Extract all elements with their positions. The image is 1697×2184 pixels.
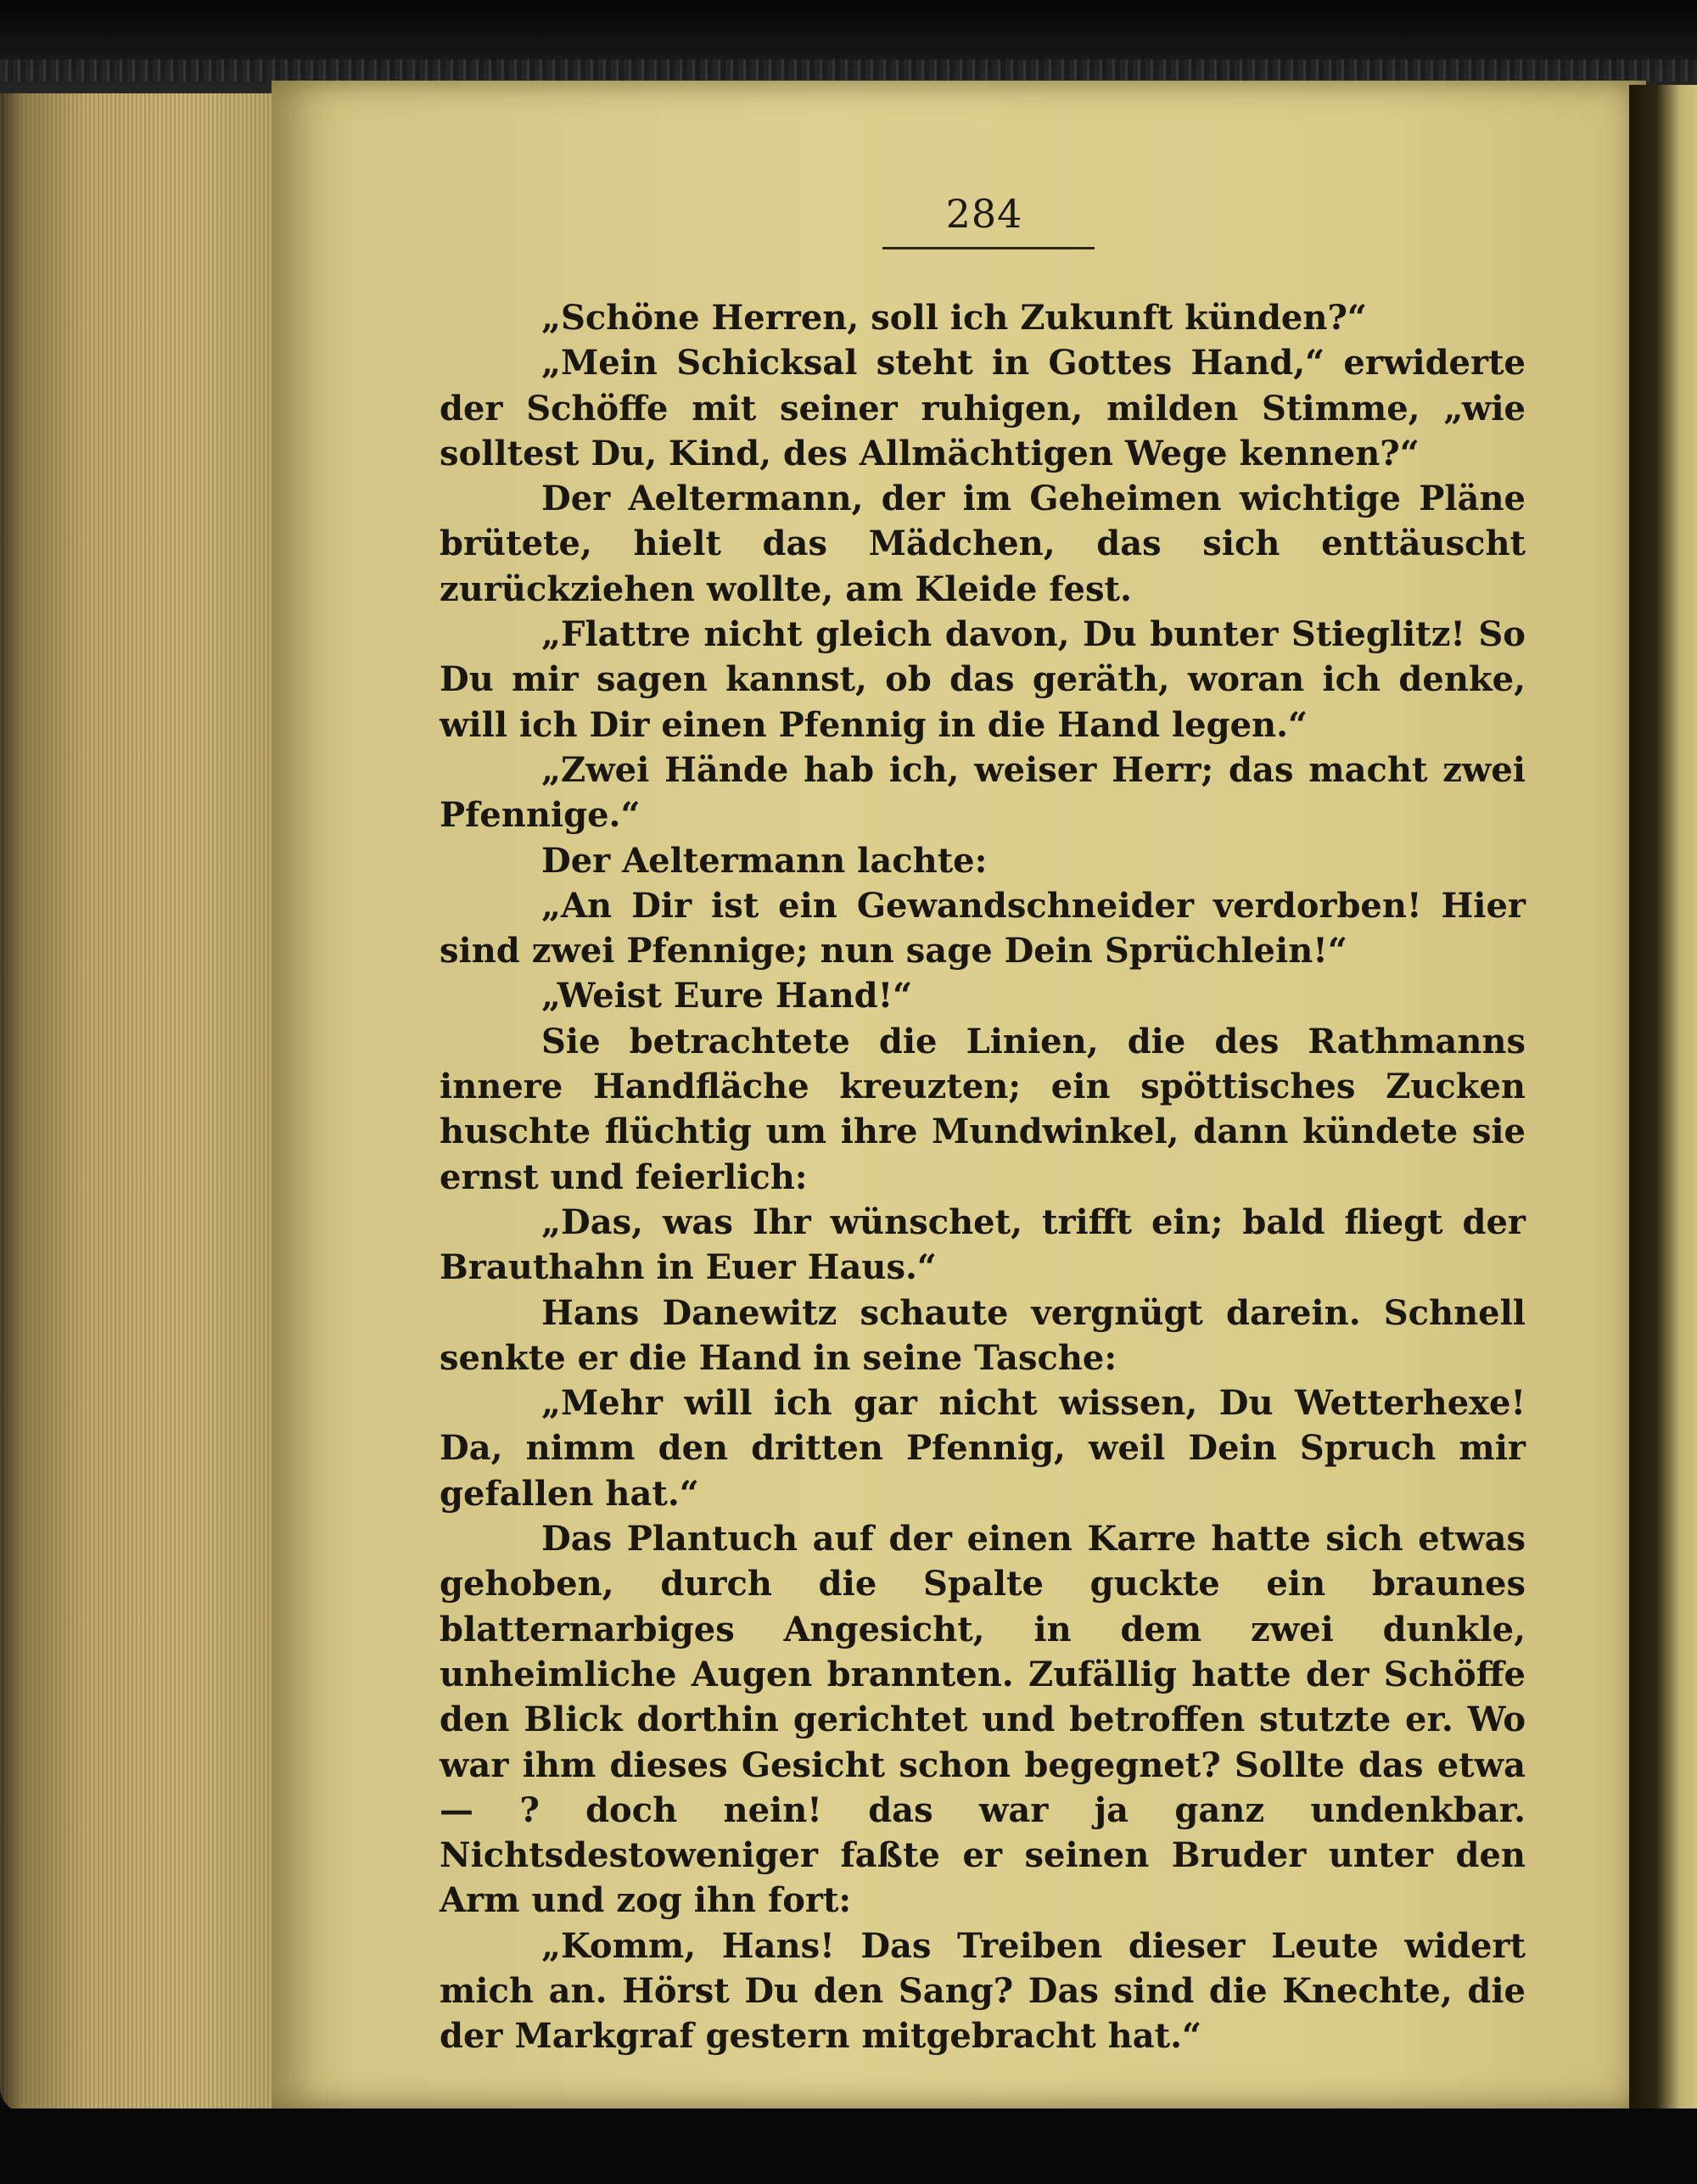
bottom-shadow [0, 2108, 1697, 2184]
page-number-rule [882, 247, 1095, 249]
paragraph: Hans Danewitz schaute vergnügt darein. Schnell senkte er die Hand in seine Tasche: [440, 1292, 1526, 1378]
page-number: 284 [945, 191, 1023, 237]
paragraph: Der Aeltermann lachte: [541, 840, 988, 881]
page-text [440, 295, 1526, 2059]
paragraph: Das Plantuch auf der einen Karre hatte sich etwas gehoben, durch die Spalte guckte ein braunes blatternarbiges Angesicht, in dem zwei dunkle, unheimliche Augen brannten. Zufällig hatte der Schöffe den Blick dorthin gerichtet und betroffen stutzte er. Wo war ihm dieses Gesicht schon begegnet? Sollte das etwa — ? doch nein! das war ja ganz undenkbar. Nichtsdestoweniger faßte er seinen Bruder unter den Arm und zog ihn fort: [440, 1519, 1526, 1921]
paragraph: „Mehr will ich gar nicht wissen, Du Wetterhexe! Da, nimm den dritten Pfennig, weil Dein Spruch mir gefallen hat.“ [440, 1383, 1526, 1514]
paragraph: „Flattre nicht gleich davon, Du bunter Stieglitz! So Du mir sagen kannst, ob das geräth, woran ich denke, will ich Dir einen Pfennig in die Hand legen.“ [440, 614, 1526, 745]
paragraph: „An Dir ist ein Gewandschneider verdorben! Hier sind zwei Pfennige; nun sage Dein Sprüchlein!“ [440, 885, 1526, 972]
paragraph: Der Aeltermann, der im Geheimen wichtige Pläne brütete, hielt das Mädchen, das sich enttäuscht zurückziehen wollte, am Kleide fest. [440, 479, 1526, 609]
paragraph: „Das, was Ihr wünschet, trifft ein; bald fliegt der Brauthahn in Euer Haus.“ [440, 1201, 1526, 1288]
paragraph: „Schöne Herren, soll ich Zukunft künden?“ [541, 298, 1367, 338]
paragraph: „Komm, Hans! Das Treiben dieser Leute widert mich an. Hörst Du den Sang? Das sind die Knechte, die der Markgraf gestern mitgebracht hat.“ [440, 1925, 1526, 2057]
paragraph: Sie betrachtete die Linien, die des Rathmanns innere Handfläche kreuzten; ein spöttisches Zucken huschte flüchtig um ihre Mundwinkel, dann kündete sie ernst und feierlich: [440, 1021, 1526, 1197]
book-binding-top [0, 0, 1697, 93]
paragraph: „Zwei Hände hab ich, weiser Herr; das macht zwei Pfennige.“ [440, 749, 1526, 836]
paragraph: „Mein Schicksal steht in Gottes Hand,“ erwiderte der Schöffe mit seiner ruhigen, milden Stimme, „wie solltest Du, Kind, des Allmächtigen Wege kennen?“ [440, 343, 1526, 473]
page-edges-stack [0, 93, 280, 2113]
paragraph: „Weist Eure Hand!“ [541, 976, 913, 1016]
book-gutter [1629, 85, 1697, 2121]
